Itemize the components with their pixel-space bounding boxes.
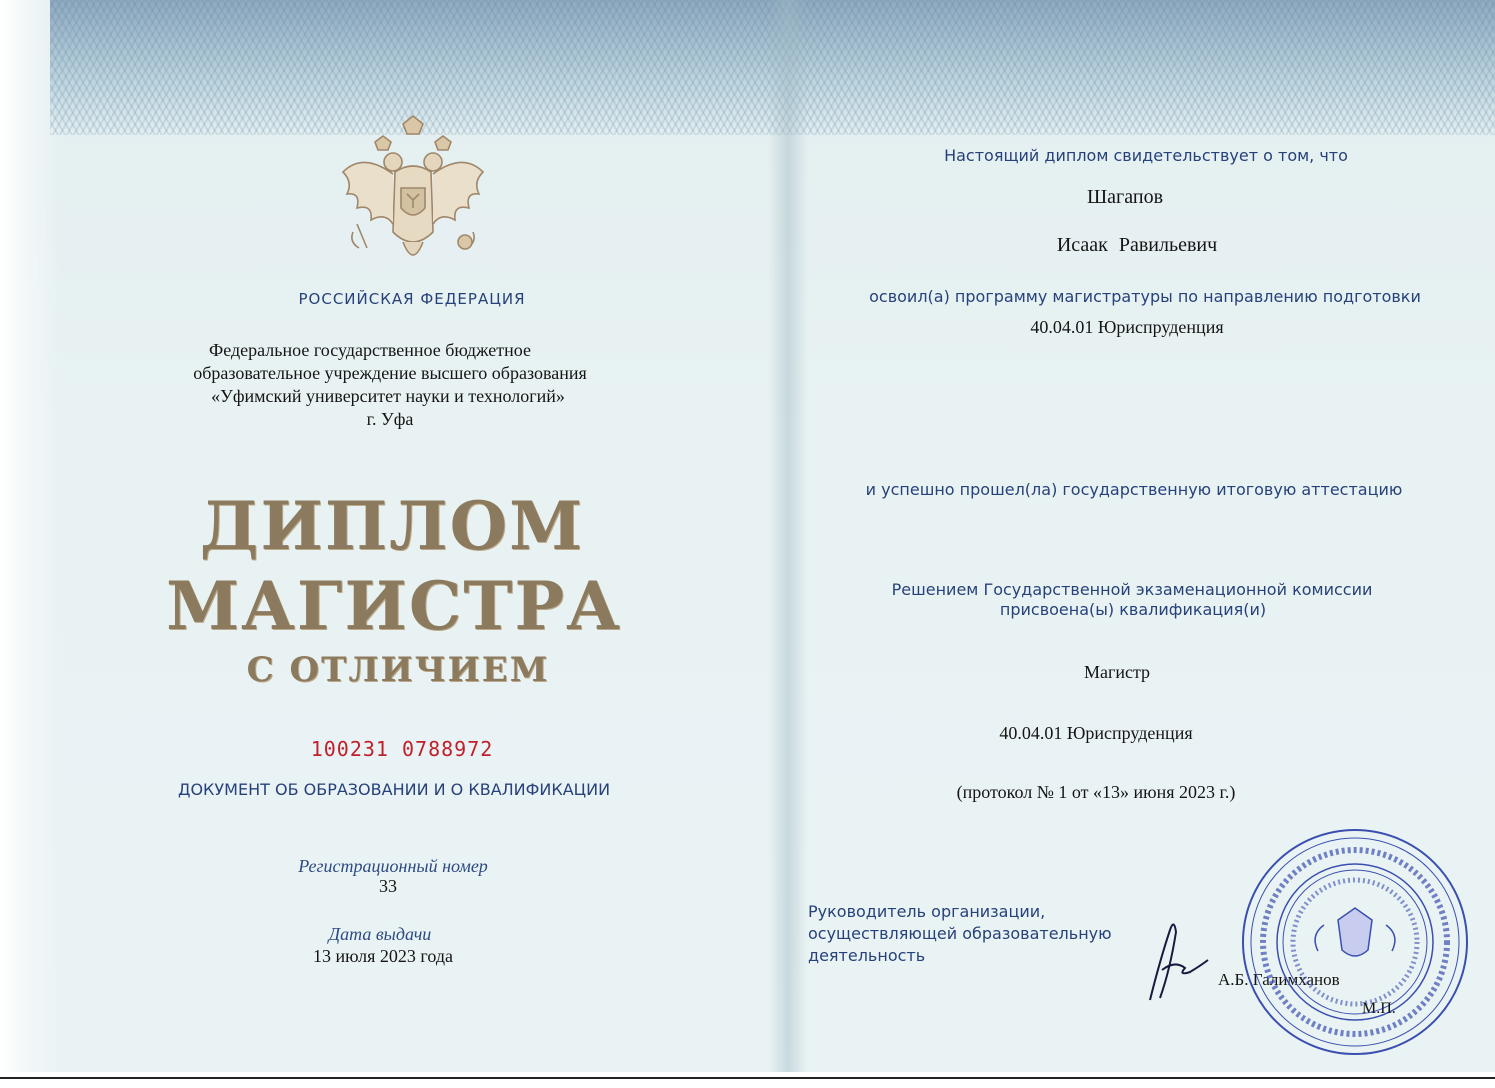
intro-text: Настоящий диплом свидетельствует о том, что xyxy=(944,146,1348,165)
center-fold xyxy=(768,0,808,1072)
institution-line-3: «Уфимский университет науки и технологий» xyxy=(211,386,565,406)
protocol: (протокол № 1 от «13» июня 2023 г.) xyxy=(956,782,1236,802)
stamp-place-label: М.П. xyxy=(1362,1000,1396,1017)
head-name: А.Б. Галимханов xyxy=(1218,970,1340,989)
program-code: 40.04.01 Юриспруденция xyxy=(1030,317,1224,337)
institution-city: г. Уфа xyxy=(366,409,414,429)
attestation-text: и успешно прошел(ла) государственную итоговую аттестацию xyxy=(865,480,1403,499)
issue-date: 13 июля 2023 года xyxy=(313,946,453,966)
qualification-program: 40.04.01 Юриспруденция xyxy=(999,723,1193,743)
institution-line-2: образовательное учреждение высшего образования xyxy=(193,363,587,383)
graduate-surname: Шагапов xyxy=(1086,186,1164,208)
program-text: освоил(а) программу магистратуры по направлению подготовки xyxy=(869,287,1421,306)
russian-coat-of-arms-icon xyxy=(333,112,493,282)
decision-line-2: присвоена(ы) квалификация(и) xyxy=(999,600,1267,619)
country-name: РОССИЙСКАЯ ФЕДЕРАЦИЯ xyxy=(298,290,526,308)
head-label-line-1: Руководитель организации, xyxy=(808,902,1046,921)
official-seal-icon xyxy=(1238,825,1473,1060)
issue-date-label: Дата выдачи xyxy=(328,924,432,944)
left-margin xyxy=(0,0,60,1072)
diploma-honors: С ОТЛИЧИЕМ xyxy=(246,650,550,690)
registration-label: Регистрационный номер xyxy=(298,856,488,876)
diploma-title: ДИПЛОМ xyxy=(199,487,585,565)
handwritten-signature-icon xyxy=(1130,910,1215,1010)
registration-number: 33 xyxy=(379,876,397,896)
decision-line-1: Решением Государственной экзаменационной комиссии xyxy=(891,580,1373,599)
document-type: ДОКУМЕНТ ОБ ОБРАЗОВАНИИ И О КВАЛИФИКАЦИИ xyxy=(177,780,611,799)
graduate-name: Исаак Равильевич xyxy=(1056,234,1218,256)
institution-line-1: Федеральное государственное бюджетное xyxy=(209,340,531,360)
qualification: Магистр xyxy=(1083,662,1151,682)
head-label-line-2: осуществляющей образовательную xyxy=(808,924,1112,943)
diploma-subtitle: МАГИСТРА xyxy=(166,567,622,645)
head-label-line-3: деятельность xyxy=(808,946,926,965)
diploma-serial-number: 100231 0788972 xyxy=(310,737,494,761)
bottom-edge-line xyxy=(0,1077,1495,1079)
